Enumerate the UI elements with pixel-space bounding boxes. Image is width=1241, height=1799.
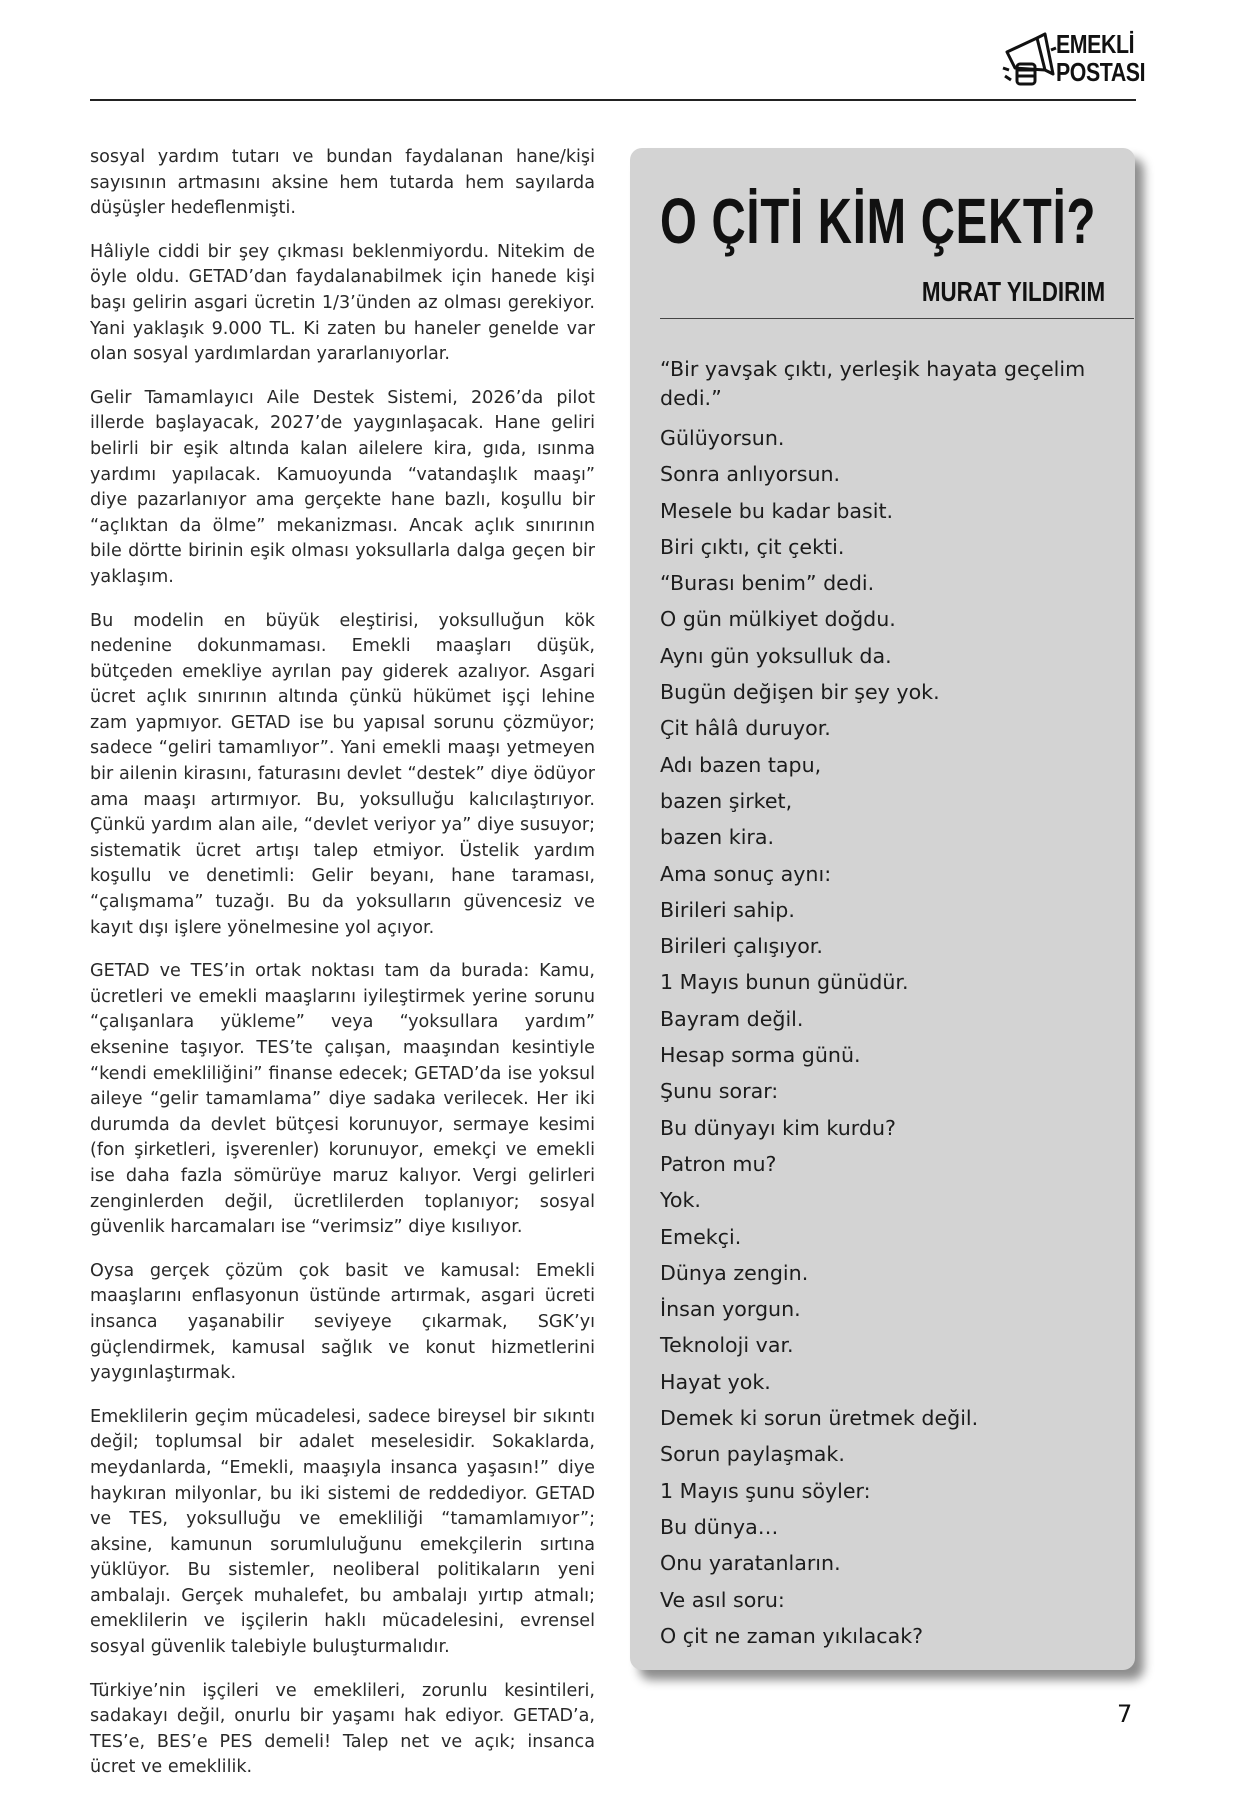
poem-line: Çit hâlâ duruyor. (660, 716, 831, 741)
article-body (90, 145, 595, 1799)
poem-line: Hayat yok. (660, 1369, 771, 1394)
poem-line: 1 Mayıs bunun günüdür. (660, 970, 909, 995)
poem-line: O çit ne zaman yıkılacak? (660, 1623, 924, 1648)
poem-line: Biri çıktı, çit çekti. (660, 534, 845, 559)
poem-line: Onu yaratanların. (660, 1551, 841, 1576)
poem-line: bazen şirket, (660, 788, 793, 813)
poem-line: Bayram değil. (660, 1006, 804, 1031)
megaphone-fist-icon (1001, 30, 1057, 90)
poem-line: Şunu sorar: (660, 1079, 779, 1104)
paragraph: Gelir Tamamlayıcı Aile Destek Sistemi, 2026’da pilot illerde başlayacak, 2027’de yaygınlaşacak. Hane geliri belirli bir eşik altında kalan ailelere kira, gıda, ısınma yardımı yapılacak. Kamuoyunda “vatandaşlık maaşı” diye pazarlanıyor ama gerçekte hane bazlı, koşullu bir “açlıktan da ölme” mekanizması. Ancak açlık sınırının bile dörtte birinin eşik olması yoksullarla dalga geçen bir yaklaşım. (90, 387, 595, 587)
logo-line-2: POSTASI (1056, 57, 1146, 87)
poem-line: Aynı gün yoksulluk da. (660, 643, 892, 668)
poem-line: Adı bazen tapu, (660, 752, 822, 777)
poem-line: O gün mülkiyet doğdu. (660, 607, 896, 632)
poem-line: Mesele bu kadar basit. (660, 498, 894, 523)
poem-line: Birileri çalışıyor. (660, 934, 823, 959)
poem-line: Bugün değişen bir şey yok. (660, 680, 940, 705)
poem-line: Ama sonuç aynı: (660, 861, 832, 886)
poem-line: 1 Mayıs şunu söyler: (660, 1478, 871, 1503)
paragraph: Emeklilerin geçim mücadelesi, sadece bireysel bir sıkıntı değil; toplumsal bir adalet meselesidir. Sokaklarda, meydanlarda, “Emekli, maaşıyla insanca yaşasın!” diye haykıran milyonlar, bu iki sistemi de reddediyor. GETAD ve TES, yoksulluğu ve emekliliği “tamamlamıyor”; aksine, kamunun sorumluluğunu emekçilerin sırtına yüklüyor. Bu sistemler, neoliberal politikaların yeni ambalajı. Gerçek muhalefet, bu ambalajı yırtıp atmalı; emeklilerin ve işçilerin haklı mücadelesini, evrensel sosyal güvenlik talebiyle buluşturmalıdır. (90, 1406, 595, 1658)
poem-line: “Bir yavşak çıktı, yerleşik hayata geçelim dedi.” (660, 357, 1086, 410)
poem-line: İnsan yorgun. (660, 1297, 801, 1322)
poem-line: Birileri sahip. (660, 897, 795, 922)
poem-line: Teknoloji var. (660, 1333, 794, 1358)
poem-line: Ve asıl soru: (660, 1587, 785, 1612)
paragraph: Bu modelin en büyük eleştirisi, yoksulluğun kök nedenine dokunmaması. Emekli maaşları düşük, bütçeden emekliye ayrılan pay giderek azalıyor. Asgari ücret açlık sınırının altında çünkü hükümet işçi lehine zam yapmıyor. GETAD ise bu yapısal sorunu çözmüyor; sadece “geliri tamamlıyor”. Yani emekli maaşı yetmeyen bir ailenin kirasını, faturasını devlet “destek” diye ödüyor ama maaşı artırmıyor. Bu, yoksulluğu kalıcılaştırıyor. Çünkü yardım alan aile, “devlet veriyor ya” diye susuyor; sistematik ücret artışı talep etmiyor. Üstelik yardım koşullu ve denetimli: Gelir beyanı, hane taraması, “çalışmama” tuzağı. Bu da yoksulların güvencesiz ve kayıt dışı işlere yönelmesine yol açıyor. (90, 610, 595, 938)
page-number: 7 (1117, 1700, 1133, 1728)
title-divider (660, 318, 1134, 319)
paragraph: GETAD ve TES’in ortak noktası tam da burada: Kamu, ücretleri ve emekli maaşlarını iyileştirmek yerine sorunu “çalışanlara yükleme” veya “yoksullara yardım” eksenine taşıyor. TES’te çalışan, maaşından kesintiyle “kendi emekliliğini” finanse edecek; GETAD’da ise yoksul aileye “gelir tamamlama” diye sadaka verilecek. Her iki durumda da devlet bütçesi korunuyor, sermaye kesimi (fon şirketleri, işverenler) korunuyor, emekçi ve emekli ise daha fazla sömürüye maruz kalıyor. Vergi gelirleri zenginlerden değil, ücretlilerden toplanıyor; sosyal güvenlik harcamaları ise “verimsiz” diye kısılıyor. (90, 961, 595, 1238)
poem-title: O ÇİTİ KİM ÇEKTİ? (660, 185, 1097, 257)
paragraph: Oysa gerçek çözüm çok basit ve kamusal: Emekli maaşlarını enflasyonun üstünde artırmak, asgari ücreti insanca yaşanabilir seviyeye çıkarmak, SGK’yı güçlendirmek, kamusal sağlık ve konut hizmetlerini yaygınlaştırmak. (90, 1260, 595, 1384)
paragraph: sosyal yardım tutarı ve bundan faydalanan hane/kişi sayısının artmasını aksine hem tutarda hem sayılarda düşüşler hedeflenmişti. (90, 147, 595, 219)
poem-line: Emekçi. (660, 1224, 742, 1249)
paragraph: Hâliyle ciddi bir şey çıkması beklenmiyordu. Nitekim de öyle oldu. GETAD’dan faydalanabilmek için hanede kişi başı gelirin asgari ücretin 1/3’ünden az olması gerekiyor. Yani yaklaşık 9.000 TL. Ki zaten bu haneler genelde var olan sosyal yardımlardan yararlanıyorlar. (90, 241, 595, 365)
poem-line: Sonra anlıyorsun. (660, 462, 841, 487)
header-divider (90, 99, 1136, 101)
logo-line-1: EMEKLİ (1056, 29, 1135, 59)
poem-lines (660, 355, 1110, 1654)
poem-author: MURAT YILDIRIM (921, 276, 1105, 307)
poem-line: Bu dünyayı kim kurdu? (660, 1115, 896, 1140)
poem-box (630, 148, 1135, 1670)
poem-line: Sorun paylaşmak. (660, 1442, 845, 1467)
poem-line: Dünya zengin. (660, 1260, 809, 1285)
poem-line: “Burası benim” dedi. (660, 571, 875, 596)
paragraph: Türkiye’nin işçileri ve emeklileri, zorunlu kesintileri, sadakayı değil, onurlu bir yaşamı hak ediyor. GETAD’a, TES’e, BES’e PES demeli! Talep net ve açık; insanca ücret ve emeklilik. (90, 1680, 595, 1778)
poem-line: Gülüyorsun. (660, 426, 785, 450)
poem-line: Demek ki sorun üretmek değil. (660, 1406, 979, 1431)
poem-line: Hesap sorma günü. (660, 1043, 861, 1068)
poem-line: bazen kira. (660, 825, 775, 850)
logo (1001, 29, 1146, 92)
poem-line: Bu dünya… (660, 1514, 779, 1539)
poem-line: Yok. (660, 1188, 701, 1213)
poem-line: Patron mu? (660, 1151, 777, 1176)
